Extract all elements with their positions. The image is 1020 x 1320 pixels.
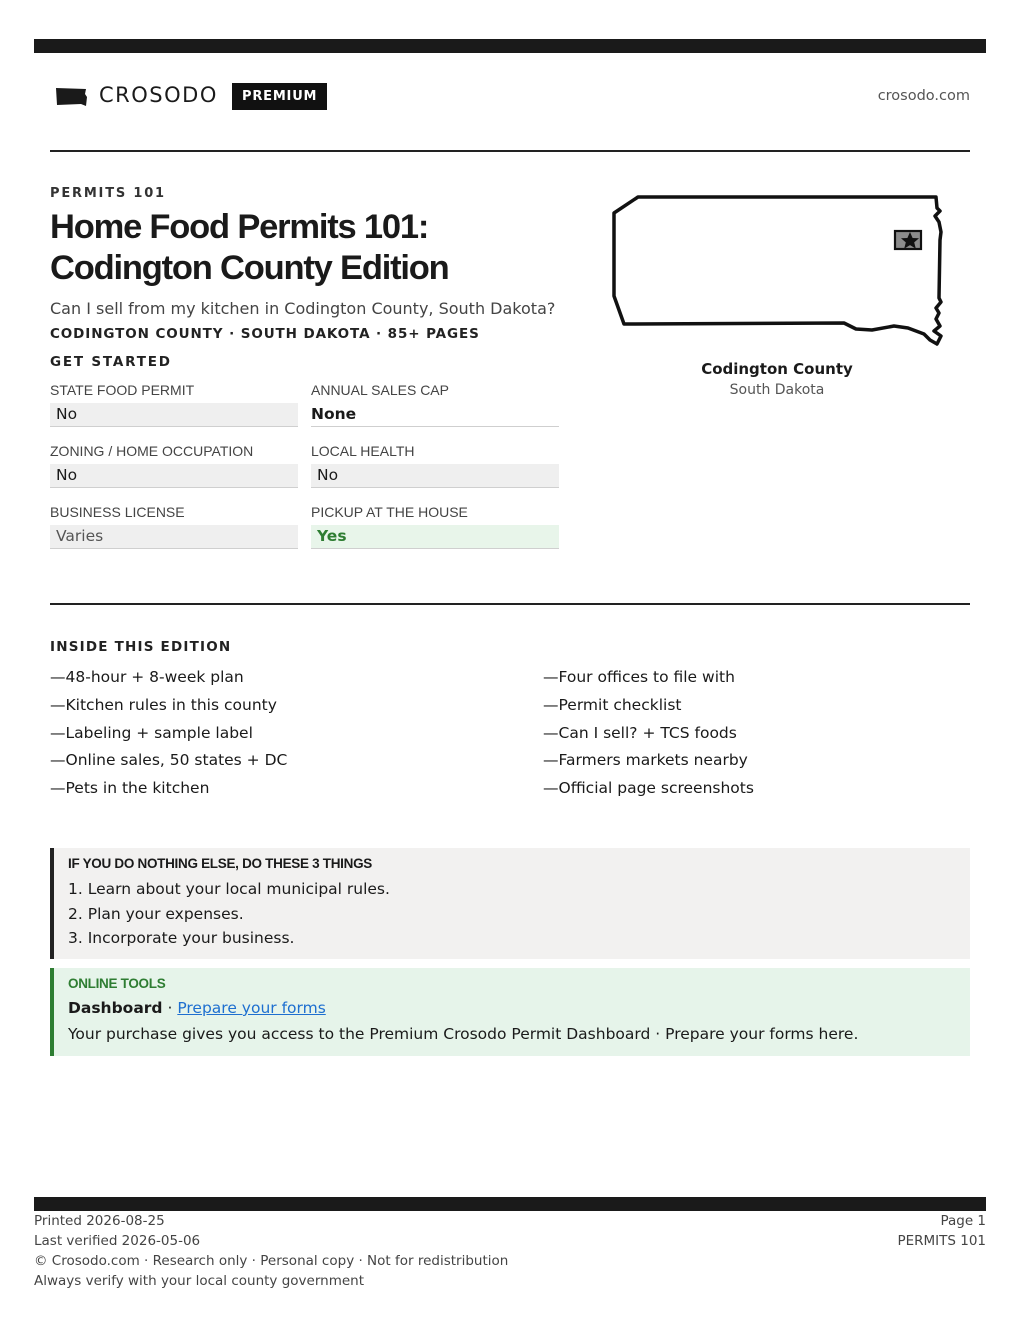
toc-right-column bbox=[543, 666, 754, 805]
toc-item: —Farmers markets nearby bbox=[543, 751, 748, 770]
title-line-1: Home Food Permits 101: bbox=[50, 208, 429, 246]
fact-value: None bbox=[311, 403, 559, 427]
fact-value: No bbox=[311, 464, 559, 488]
state-outline bbox=[614, 197, 941, 344]
page-header bbox=[50, 80, 970, 114]
step-item: 2. Plan your expenses. bbox=[68, 904, 244, 923]
dashboard-label: Dashboard bbox=[68, 999, 163, 1017]
page-number: Page 1 bbox=[940, 1213, 986, 1229]
prepare-forms-link[interactable]: Prepare your forms bbox=[177, 999, 326, 1017]
toc-left-column bbox=[50, 666, 287, 805]
printed-date: Printed 2026-08-25 bbox=[34, 1213, 165, 1229]
edition-meta: CODINGTON COUNTY · SOUTH DAKOTA · 85+ PAGES bbox=[50, 326, 480, 342]
verified-date: Last verified 2026-05-06 bbox=[34, 1233, 201, 1249]
fact-label: LOCAL HEALTH bbox=[311, 443, 415, 459]
toc-item: —Four offices to file with bbox=[543, 668, 735, 686]
inside-edition-heading: INSIDE THIS EDITION bbox=[50, 639, 232, 655]
fact-value: No bbox=[50, 464, 298, 488]
toc-item: —Permit checklist bbox=[543, 695, 682, 714]
step-item: 3. Incorporate your business. bbox=[68, 929, 295, 947]
state-map bbox=[608, 190, 948, 352]
toc-item: —Kitchen rules in this county bbox=[50, 695, 277, 714]
map-county-label: Codington County bbox=[701, 360, 853, 378]
fact-label: ANNUAL SALES CAP bbox=[311, 382, 449, 398]
fact-label: BUSINESS LICENSE bbox=[50, 504, 185, 520]
logo-icon bbox=[54, 86, 88, 108]
callout-title: ONLINE TOOLS bbox=[68, 976, 166, 991]
quick-facts-grid bbox=[50, 380, 559, 547]
header-divider bbox=[50, 150, 970, 152]
page-subtitle: Can I sell from my kitchen in Codington County, South Dakota? bbox=[50, 299, 556, 318]
toc-item: —Online sales, 50 states + DC bbox=[50, 751, 288, 770]
toc-item: —48-hour + 8-week plan bbox=[50, 668, 244, 686]
get-started-heading: GET STARTED bbox=[50, 354, 172, 370]
bottom-rule-bar bbox=[34, 1197, 986, 1211]
premium-badge: PREMIUM bbox=[232, 83, 327, 110]
section-name: PERMITS 101 bbox=[897, 1233, 986, 1249]
copyright-notice: © Crosodo.com · Research only · Personal copy · Not for redistribution bbox=[34, 1253, 509, 1269]
step-item: 1. Learn about your local municipal rules. bbox=[68, 880, 390, 898]
fact-label: STATE FOOD PERMIT bbox=[50, 382, 195, 398]
footer-left bbox=[34, 1211, 508, 1291]
fact-label: PICKUP AT THE HOUSE bbox=[311, 504, 468, 520]
online-tools-callout bbox=[50, 968, 970, 1056]
fact-state-food-permit bbox=[50, 380, 298, 425]
toc-item: —Pets in the kitchen bbox=[50, 779, 210, 798]
fact-value: Varies bbox=[50, 525, 298, 549]
callout-title: IF YOU DO NOTHING ELSE, DO THESE 3 THINGS bbox=[68, 856, 372, 871]
tools-description: Your purchase gives you access to the Premium Crosodo Permit Dashboard · Prepare your forms here. bbox=[68, 1025, 859, 1043]
section-eyebrow: PERMITS 101 bbox=[50, 186, 166, 201]
footer-right bbox=[897, 1211, 986, 1251]
section-divider bbox=[50, 603, 970, 605]
top-rule-bar bbox=[34, 39, 986, 53]
must-do-steps bbox=[68, 877, 970, 951]
verify-advice: Always verify with your local county government bbox=[34, 1273, 364, 1289]
fact-zoning-home-occupation bbox=[50, 441, 298, 486]
toc-item: —Labeling + sample label bbox=[50, 723, 253, 742]
toc-item: —Official page screenshots bbox=[543, 779, 754, 798]
page-title bbox=[50, 207, 610, 289]
fact-pickup-at-house bbox=[311, 502, 559, 547]
dot-separator: · bbox=[162, 999, 178, 1017]
must-do-callout bbox=[50, 848, 970, 959]
fact-value: No bbox=[50, 403, 298, 427]
fact-business-license bbox=[50, 502, 298, 547]
fact-annual-sales-cap bbox=[311, 380, 559, 425]
title-line-2: Codington County Edition bbox=[50, 249, 449, 287]
fact-local-health bbox=[311, 441, 559, 486]
dashboard-line bbox=[68, 998, 970, 1018]
map-state-label: South Dakota bbox=[729, 382, 825, 398]
brand-name[interactable]: CROSODO bbox=[99, 83, 218, 107]
fact-value: Yes bbox=[311, 525, 559, 549]
fact-label: ZONING / HOME OCCUPATION bbox=[50, 443, 254, 459]
site-url[interactable]: crosodo.com bbox=[877, 88, 970, 104]
toc-item: —Can I sell? + TCS foods bbox=[543, 723, 737, 742]
